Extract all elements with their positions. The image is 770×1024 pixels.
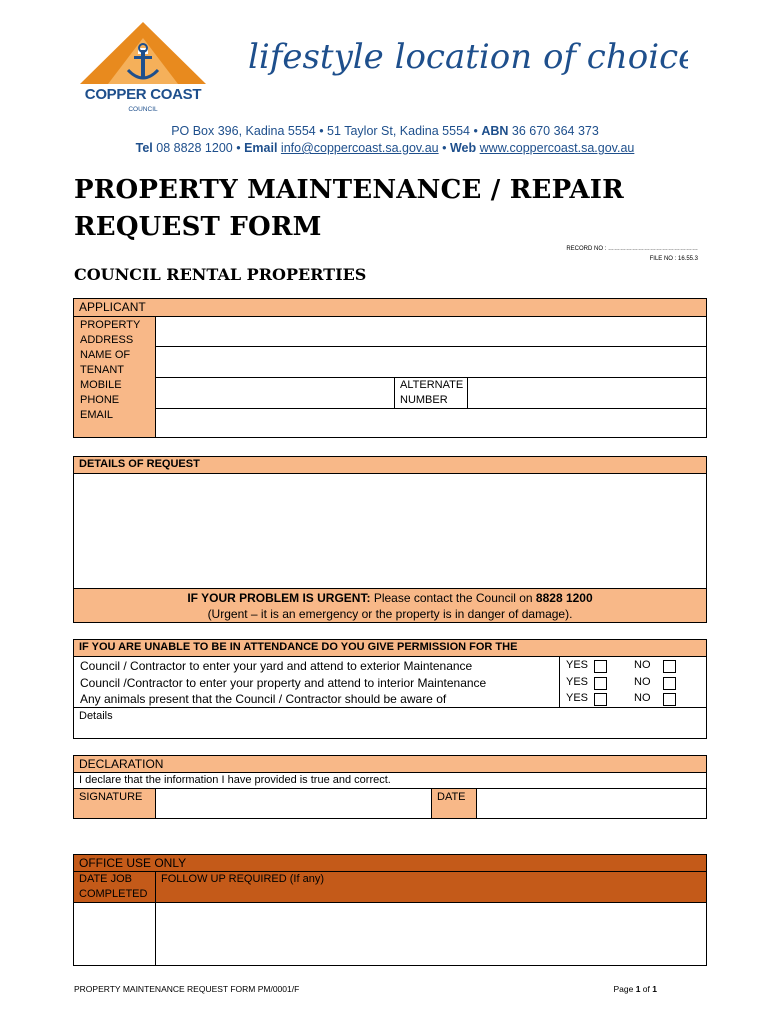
property-address-label: PROPERTY ADDRESS [80, 319, 141, 346]
subtitle: COUNCIL RENTAL PROPERTIES [74, 265, 367, 284]
separator: • [442, 141, 447, 155]
yes-label-2: YES [566, 676, 589, 688]
alternate-number-label-cell [394, 377, 468, 409]
details-label: Details [79, 710, 113, 722]
permission-divider [559, 656, 560, 708]
yes-checkbox-animals[interactable] [594, 693, 607, 706]
date-job-completed-label: DATE JOB COMPLETED [79, 873, 148, 900]
declaration-heading: DECLARATION [79, 757, 164, 771]
po-box: PO Box 396, Kadina 5554 • 51 Taylor St, Kadina 5554 • [171, 124, 478, 138]
tel-value: 08 8828 1200 • [156, 141, 241, 155]
mobile-phone-label: MOBILE PHONE [80, 379, 122, 406]
page-label: Page [613, 984, 634, 994]
title-line-2: REQUEST FORM [74, 212, 322, 242]
email-link[interactable]: info@coppercoast.sa.gov.au [280, 141, 439, 155]
no-checkbox-interior[interactable] [663, 677, 676, 690]
page-total: 1 [652, 984, 657, 994]
yes-checkbox-exterior[interactable] [594, 660, 607, 673]
permission-heading: IF YOU ARE UNABLE TO BE IN ATTENDANCE DO YOU GIVE PERMISSION FOR THE [79, 641, 518, 653]
animal-details-field[interactable] [73, 707, 707, 739]
urgent-phone: 8828 1200 [535, 591, 593, 605]
declaration-heading-row [73, 755, 707, 773]
anchor-roof-icon [78, 20, 208, 120]
applicant-heading: APPLICANT [79, 300, 146, 314]
abn-value: 36 670 364 373 [511, 124, 599, 138]
declaration-statement-row [73, 772, 707, 789]
office-heading: OFFICE USE ONLY [79, 856, 187, 870]
abn-label: ABN [481, 124, 509, 138]
tagline [238, 26, 688, 86]
form-code: PROPERTY MAINTENANCE REQUEST FORM PM/0001/F [74, 984, 300, 994]
name-of-tenant-label: NAME OF TENANT [80, 349, 131, 376]
signature-label-cell [73, 788, 156, 819]
details-heading-row [73, 456, 707, 474]
contact-line-1 [0, 124, 770, 138]
no-checkbox-animals[interactable] [663, 693, 676, 706]
alternate-number-label: ALTERNATE NUMBER [400, 379, 464, 406]
email-label: EMAIL [80, 409, 114, 421]
date-field[interactable] [476, 788, 707, 819]
yes-label-1: YES [566, 659, 589, 671]
no-label-1: NO [634, 659, 651, 671]
permission-heading-row [73, 639, 707, 657]
urgent-note: (Urgent – it is an emergency or the property is in danger of damage). [207, 607, 573, 621]
signature-field[interactable] [155, 788, 432, 819]
alternate-number-field[interactable] [467, 377, 707, 409]
tenant-name-field[interactable] [155, 346, 707, 378]
permission-row-exterior: Council / Contractor to enter your yard and attend to exterior Maintenance [80, 659, 473, 673]
office-heading-row [73, 854, 707, 872]
declaration-statement: I declare that the information I have provided is true and correct. [79, 774, 391, 786]
date-label: DATE [437, 791, 466, 803]
follow-up-cell [155, 871, 707, 903]
page-of: of [642, 984, 650, 994]
web-label: Web [449, 141, 477, 155]
logo-name: COPPER COAST [84, 86, 202, 103]
permission-row-interior: Council /Contractor to enter your property and attend to interior Maintenance [80, 676, 487, 690]
mobile-phone-field[interactable] [155, 377, 395, 409]
applicant-heading-row [73, 298, 707, 317]
urgent-notice [73, 588, 707, 623]
yes-label-3: YES [566, 692, 589, 704]
email-field[interactable] [155, 408, 707, 438]
page-title [74, 172, 624, 246]
tel-label: Tel [135, 141, 153, 155]
logo-sub: COUNCIL [128, 106, 158, 113]
council-logo [78, 20, 208, 120]
date-label-cell [431, 788, 477, 819]
no-label-2: NO [634, 676, 651, 688]
page-number [613, 984, 657, 994]
yes-checkbox-interior[interactable] [594, 677, 607, 690]
title-line-1: PROPERTY MAINTENANCE / REPAIR [74, 175, 624, 205]
details-field[interactable] [73, 473, 707, 589]
urgent-bold: IF YOUR PROBLEM IS URGENT: [187, 591, 371, 605]
permission-row-animals: Any animals present that the Council / Contractor should be aware of [80, 692, 447, 706]
property-address-field[interactable] [155, 316, 707, 347]
signature-label: SIGNATURE [79, 791, 143, 803]
file-number: FILE NO : 16.55.3 [649, 256, 698, 262]
contact-line-2 [0, 141, 770, 155]
email-label: Email [244, 141, 278, 155]
no-checkbox-exterior[interactable] [663, 660, 676, 673]
date-job-completed-field[interactable] [73, 902, 156, 966]
web-link[interactable]: www.coppercoast.sa.gov.au [479, 141, 635, 155]
no-label-3: NO [634, 692, 651, 704]
follow-up-field[interactable] [155, 902, 707, 966]
page-current: 1 [635, 984, 641, 994]
follow-up-label: FOLLOW UP REQUIRED (If any) [161, 873, 324, 885]
details-heading: DETAILS OF REQUEST [79, 458, 200, 470]
record-number: RECORD NO : ……………………………………… [566, 246, 698, 252]
urgent-text: Please contact the Council on [373, 591, 533, 605]
date-job-completed-cell [73, 871, 156, 903]
tagline-text: lifestyle location of choice [248, 37, 688, 77]
